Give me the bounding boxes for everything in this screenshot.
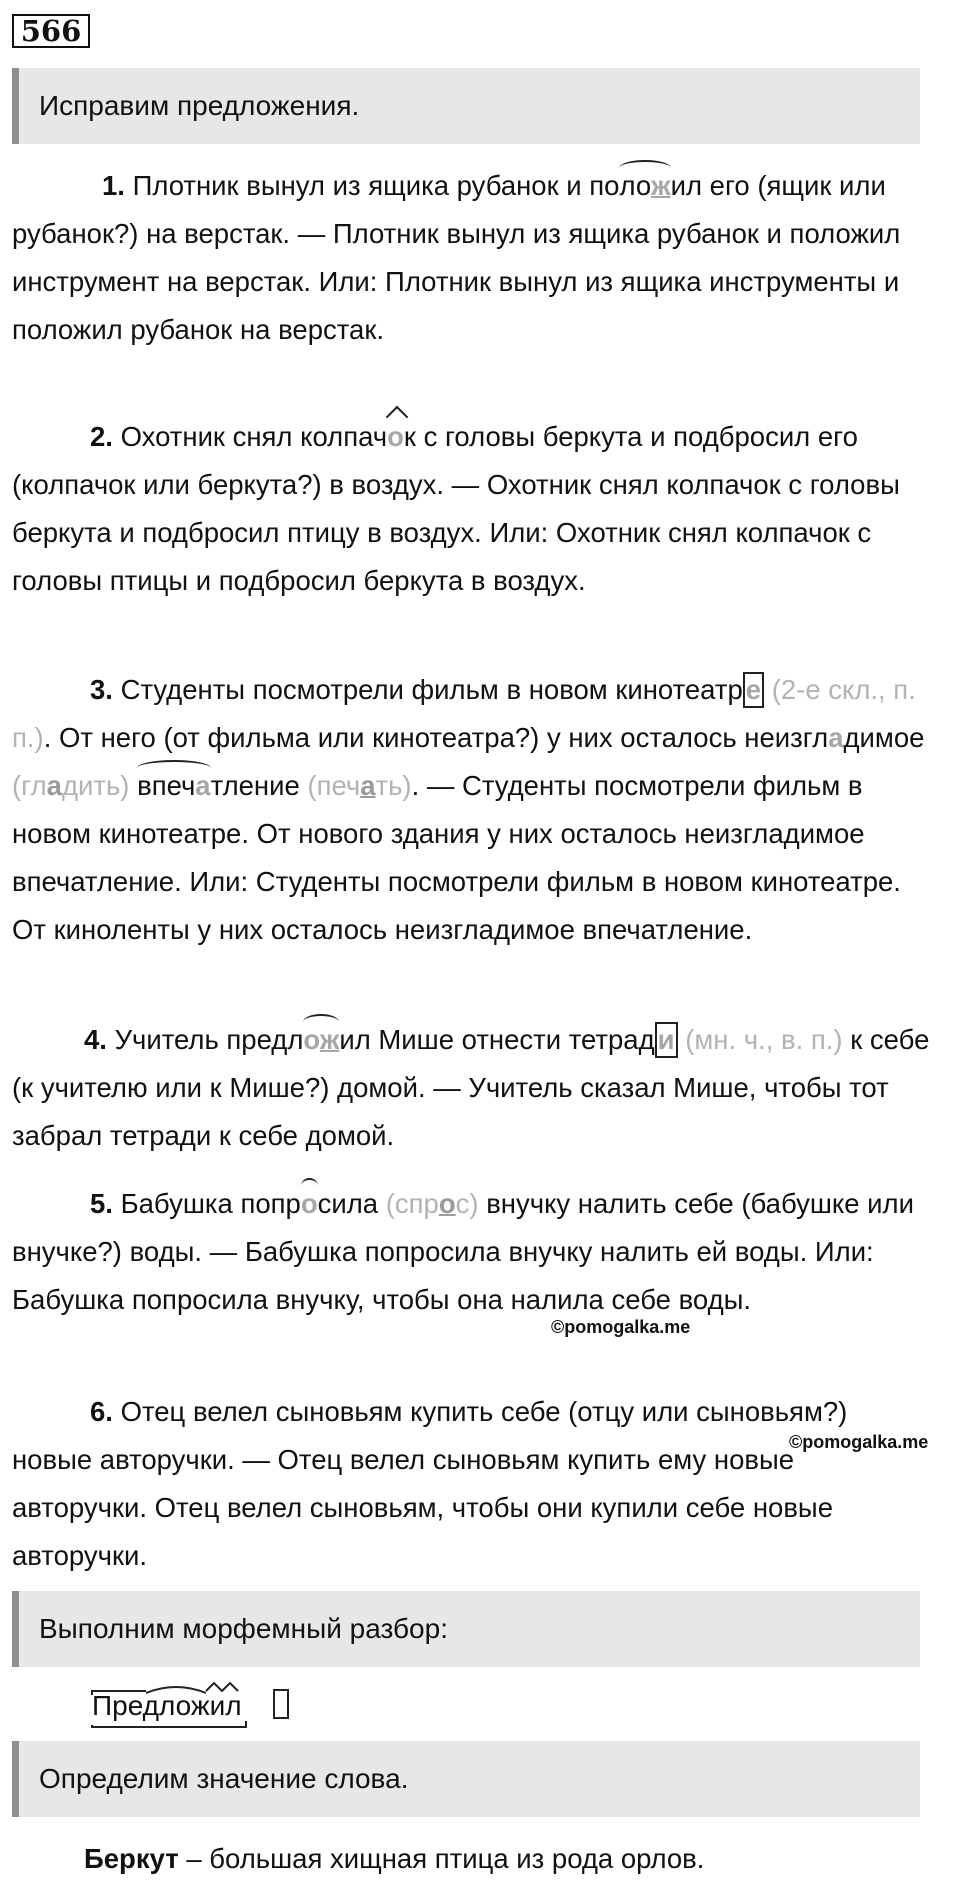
check-word: (гладить) bbox=[12, 770, 130, 801]
section-header-meaning: Определим значение слова. bbox=[12, 1741, 920, 1817]
item-number: 2. bbox=[90, 421, 113, 452]
definition-term: Беркут bbox=[84, 1843, 179, 1874]
item-number: 6. bbox=[90, 1396, 113, 1427]
item-4 bbox=[12, 1016, 932, 1160]
suffix-mark bbox=[206, 1683, 238, 1691]
item-number: 4. bbox=[84, 1024, 107, 1055]
text: Отец велел сыновьям купить себе (отцу или сыновьям?) новые авторучки. — Отец велел сыновьям купить ему новые авторучки. Отец велел сыновьям, чтобы они купили себе новые авторучки. bbox=[12, 1396, 848, 1571]
suffix-mark: о bbox=[387, 413, 404, 461]
grammar-note: (мн. ч., в. п.) bbox=[685, 1024, 843, 1055]
grammar-note: (2-е скл., п. п.) bbox=[12, 674, 916, 753]
morph-word: Предложил bbox=[92, 1690, 242, 1721]
text: Студенты посмотрели фильм в новом кинотеатр bbox=[112, 674, 743, 705]
stem-line bbox=[92, 1721, 246, 1727]
item-number: 1. bbox=[102, 170, 125, 201]
ending-box bbox=[273, 1689, 289, 1719]
item-3 bbox=[12, 666, 932, 954]
text: ил Мише отнести тетрад bbox=[339, 1024, 655, 1055]
definition bbox=[12, 1835, 932, 1883]
text: . От него (от фильма или кинотеатра?) у них осталось неизгл bbox=[43, 722, 829, 753]
text: к себе (к учителю или к Мише?) домой. — Учитель сказал Мише, чтобы тот забрал тетради к себе домой. bbox=[12, 1024, 930, 1151]
root-arc: лож bbox=[619, 162, 670, 210]
text: . — Студенты посмотрели фильм в новом кинотеатре. От нового здания у них осталось неизгладимое впечатление. Или: Студенты посмотрели фильм в новом кинотеатре. От киноленты у них осталось неизгладимое впечатление. bbox=[12, 770, 901, 945]
root-arc: о bbox=[301, 1180, 318, 1228]
text: к с головы беркута и подбросил его (колпачок или беркута?) в воздух. — Охотник снял колпачок с головы беркута и подбросил птицу в воздух. Или: Охотник снял колпачок с головы птицы и подбросил беркута в воздух. bbox=[12, 421, 900, 596]
root-arc: ож bbox=[303, 1016, 339, 1064]
watermark: ©pomogalka.me bbox=[551, 1317, 691, 1337]
prefix-mark bbox=[92, 1691, 146, 1695]
text: внучку налить себе (бабушке или внучке?) воды. — Бабушка попросила внучку налить ей воды. Или: Бабушка попросила внучку, чтобы она налила себе воды. bbox=[12, 1188, 914, 1315]
text: Бабушка попр bbox=[112, 1188, 301, 1219]
text: Плотник вынул из ящика рубанок и по bbox=[124, 170, 620, 201]
item-1 bbox=[12, 162, 932, 354]
section-header-fix: Исправим предложения. bbox=[12, 68, 920, 144]
text: димое bbox=[843, 722, 925, 753]
item-2 bbox=[12, 413, 932, 605]
text: ил его (ящик или рубанок?) на верстак. — Плотник вынул из ящика рубанок и положил инструмент на верстак. Или: Плотник вынул из ящика инструменты и положил рубанок на верстак. bbox=[12, 170, 901, 345]
ending-box: и bbox=[655, 1022, 678, 1058]
text: сила bbox=[317, 1188, 379, 1219]
item-number: 5. bbox=[90, 1188, 113, 1219]
morpheme-analysis bbox=[92, 1683, 312, 1729]
vowel-mark: а bbox=[828, 722, 844, 753]
exercise-number: 566 bbox=[12, 14, 90, 48]
root-arc: впеча bbox=[137, 762, 211, 810]
check-word: (печать) bbox=[307, 770, 412, 801]
item-number: 3. bbox=[90, 674, 113, 705]
root-arc-mark bbox=[146, 1687, 206, 1693]
text: тление bbox=[210, 770, 300, 801]
check-word: (спрос) bbox=[385, 1188, 479, 1219]
text: Учитель предл bbox=[106, 1024, 304, 1055]
item-5 bbox=[12, 1180, 932, 1324]
definition-text: – большая хищная птица из рода орлов. bbox=[178, 1843, 705, 1874]
ending-box: е bbox=[743, 672, 764, 708]
section-header-morph: Выполним морфемный разбор: bbox=[12, 1591, 920, 1667]
item-6 bbox=[12, 1388, 932, 1580]
morpheme-marks bbox=[90, 1681, 290, 1731]
watermark: ©pomogalka.me bbox=[789, 1432, 929, 1452]
text: Охотник снял колпач bbox=[112, 421, 388, 452]
